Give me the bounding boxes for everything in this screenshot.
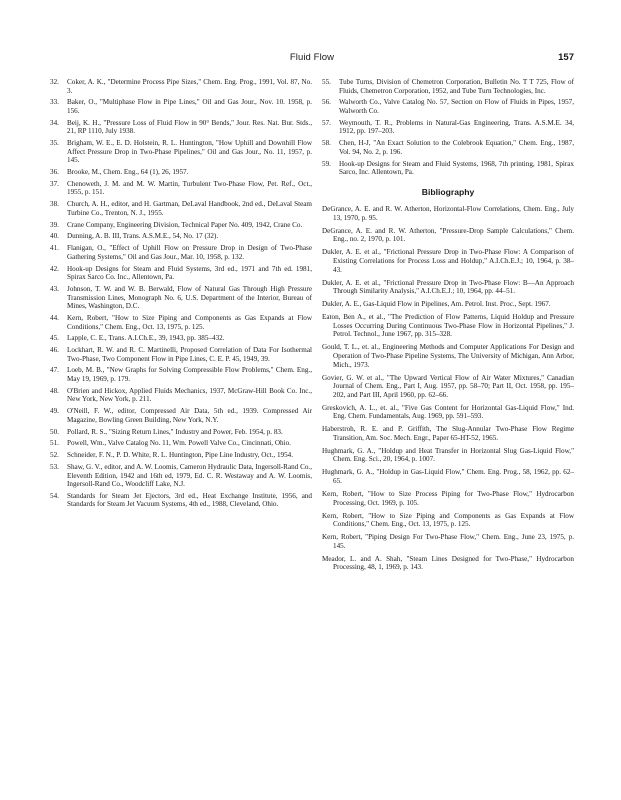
reference-item — [50, 168, 312, 177]
reference-text: Coker, A. K., "Determine Process Pipe Sizes," Chem. Eng. Prog., 1991, Vol. 87, No. 3. — [67, 78, 312, 95]
bibliography-entry: Meador, L. and A. Shah, "Steam Lines Designed for Two-Phase," Hydrocarbon Processing, 48, 1, 1969, p. 143. — [322, 554, 574, 572]
right-column — [322, 78, 574, 576]
bibliography-entry: Dukler, A. E. et al., "Frictional Pressure Drop in Two-Phase Flow: A Comparison of Existing Correlations for Process Loss and Holdup," A.I.Ch.E.J.; 10, 1964, p. 38–43. — [322, 248, 574, 274]
reference-number: 45. — [50, 334, 59, 343]
reference-item — [322, 119, 574, 136]
bibliography-entry: Kern, Robert, "Piping Design For Two-Phase Flow," Chem. Eng., June 23, 1975, p. 145. — [322, 533, 574, 550]
reference-number: 52. — [50, 451, 59, 460]
reference-number: 54. — [50, 491, 59, 500]
reference-item — [50, 387, 312, 404]
reference-number: 35. — [50, 139, 59, 148]
reference-text: Hook-up Designs for Steam and Fluid Systems, 1968, 7th printing, 1981, Spirax Sarco, Inc. Allentown, Pa. — [339, 159, 574, 177]
page-number: 157 — [558, 52, 574, 63]
reference-item — [50, 200, 312, 217]
reference-item — [50, 98, 312, 115]
reference-item — [50, 314, 312, 331]
reference-text: Johnson, T. W. and W. B. Berwald, Flow of Natural Gas Through High Pressure Transmission Lines, Monograph No. 6, U.S. Department of the Interior, Bureau of Mines, Washington, D.C. — [67, 284, 312, 311]
reference-text: Shaw, G. V., editor, and A. W. Loomis, Cameron Hydraulic Data, Ingersoll-Rand Co., Eleventh Edition, 1942 and 16th ed, 1979, Ed. C. R. Westaway and A. W. Loomis, Ingersoll-Rand Co., Woodcliff Lake, N.J. — [67, 462, 312, 489]
reference-text: Chen, H-J, "An Exact Solution to the Colebrook Equation," Chem. Eng., 1987, Vol. 94, No. 2, p. 196. — [339, 139, 574, 156]
reference-item — [50, 232, 312, 241]
bibliography-entry: Kern, Robert, "How to Size Process Piping for Two-Phase Flow," Hydrocarbon Processing, Oct. 1969, p. 105. — [322, 490, 574, 507]
reference-number: 37. — [50, 179, 59, 188]
reference-number: 36. — [50, 168, 59, 177]
reference-text: Baker, O., "Multiphase Flow in Pipe Lines," Oil and Gas Jour., Nov. 10. 1958, p. 156. — [67, 98, 312, 115]
bibliography-entry: Kern, Robert, "How to Size Piping and Components as Gas Expands at Flow Conditions," Chem. Eng., Oct. 13, 1975, p. 125. — [322, 511, 574, 529]
reference-item — [50, 334, 312, 343]
reference-item — [50, 346, 312, 363]
reference-number: 44. — [50, 313, 59, 322]
reference-number: 34. — [50, 118, 59, 127]
reference-item — [50, 439, 312, 448]
reference-item — [322, 139, 574, 156]
reference-number: 53. — [50, 462, 59, 471]
reference-item — [50, 78, 312, 95]
reference-item — [50, 463, 312, 489]
reference-item — [322, 98, 574, 115]
right-column-references — [322, 78, 574, 177]
reference-text: Chenoweth, J. M. and M. W. Martin, Turbulent Two-Phase Flow, Pet. Ref., Oct., 1955, p. 151. — [67, 179, 312, 197]
reference-number: 46. — [50, 346, 59, 355]
reference-number: 39. — [50, 220, 59, 229]
reference-text: Weymouth, T. R., Problems in Natural-Gas Engineering, Trans. A.S.M.E. 34, 1912, pp. 197–203. — [339, 118, 574, 136]
reference-number: 47. — [50, 366, 59, 375]
reference-item — [50, 244, 312, 261]
reference-item — [50, 221, 312, 230]
bibliography-entry: Eaton, Ben A., et al., "The Prediction of Flow Patterns, Liquid Holdup and Pressure Losses Occurring During Continuous Two-Phase Flow in Horizontal Pipelines," J. Petrol. Technol., June 1967, pp. 315–328. — [322, 313, 574, 339]
reference-item — [50, 492, 312, 509]
reference-number: 38. — [50, 200, 59, 209]
reference-text: Brigham, W. E., E. D. Holstein, R. L. Huntington, "How Uphill and Downhill Flow Affect Pressure Drop in Two-Phase Pipelines," Oil and Gas Jour., No. 11, 1957, p. 145. — [67, 139, 312, 165]
reference-item — [50, 119, 312, 136]
reference-item — [50, 180, 312, 197]
bibliography-entry: Govier, G. W. et al., "The Upward Vertical Flow of Air Water Mixtures," Canadian Journal of Chem. Eng., Part I, Aug. 1957, pp. 58–70; Part II, Oct. 1958, pp. 195–202, and Part III, April 1960, pp. 62–66. — [322, 373, 574, 399]
reference-text: Lockhart, R. W. and R. C. Martinelli, Proposed Correlation of Data For Isothermal Two-Phase, Two Component Flow in Pipe Lines, C. E. P. 45, 1949, 39. — [67, 346, 312, 363]
reference-number: 55. — [322, 78, 331, 86]
bibliography-entry: Greskovich, A. L., et. al., "Five Gas Content for Horizontal Gas-Liquid Flow," Ind. Eng. Chem. Fundamentals, Aug. 1969, pp. 591–593. — [322, 403, 574, 421]
reference-number: 50. — [50, 427, 59, 436]
reference-text: Schneider, F. N., P. D. White, R. L. Huntington, Pipe Line Industry, Oct., 1954. — [67, 451, 294, 460]
reference-number: 57. — [322, 118, 331, 127]
bibliography-entry: DeGrance, A. E. and R. W. Atherton, Horizontal-Flow Correlations, Chem. Eng., July 13, 1970, p. 95. — [322, 205, 574, 222]
bibliography-entry: Haberstroh, R. E. and P. Griffith, The Slug-Annular Two-Phase Flow Regime Transition, Am. Soc. Mech. Engr., Paper 65-HT-52, 1965. — [322, 425, 574, 442]
bibliography-entry: DeGrance, A. E. and R. W. Atherton, "Pressure-Drop Sample Calculations," Chem. Eng., no. 2, 1970, p. 101. — [322, 226, 574, 244]
reference-number: 40. — [50, 232, 59, 241]
reference-text: Dunning, A. B. III, Trans. A.S.M.E., 54, No. 17 (32). — [67, 232, 219, 241]
reference-item — [50, 366, 312, 383]
reference-item — [50, 451, 312, 460]
reference-text: O'Neill, F. W., editor, Compressed Air Data, 5th ed., 1939. Compressed Air Magazine, Bowling Green Building, New York, N.Y. — [67, 407, 312, 424]
reference-item — [50, 285, 312, 311]
bibliography-entry: Dukler, A. E., Gas-Liquid Flow in Pipelines, Am. Petrol. Inst. Proc., Sept. 1967. — [322, 300, 551, 309]
reference-number: 56. — [322, 98, 331, 107]
reference-number: 59. — [322, 159, 331, 168]
reference-item — [50, 407, 312, 424]
reference-text: Hook-up Designs for Steam and Fluid Systems, 3rd ed., 1971 and 7th ed. 1981, Spirax Sarco Co. Inc., Allentown, Pa. — [67, 264, 312, 282]
left-column-references — [50, 78, 312, 512]
reference-item — [50, 139, 312, 165]
reference-number: 51. — [50, 439, 59, 448]
reference-number: 42. — [50, 264, 59, 273]
reference-item — [50, 265, 312, 282]
reference-number: 43. — [50, 284, 59, 293]
bibliography-entry: Gould, T. L., et. al., Engineering Methods and Computer Applications For Design and Operation of Two-Phase Pipeline Systems, The University of Michigan, Ann Arbor, Mich., 1973. — [322, 343, 574, 369]
reference-text: Walworth Co., Valve Catalog No. 57, Section on Flow of Fluids in Pipes, 1957, Walworth Co. — [339, 98, 574, 115]
bibliography-entry: Dukler, A. E. et al., "Frictional Pressure Drop in Two-Phase Flow: B—An Approach Through Similarity Analysis," A.I.Ch.E.J.; 10, 1964, pp. 44–51. — [322, 278, 574, 296]
bibliography-entry: Hughmark, G. A., "Holdup in Gas-Liquid Flow," Chem. Eng. Prog., 58, 1962, pp. 62–65. — [322, 468, 574, 486]
reference-number: 41. — [50, 244, 59, 253]
reference-number: 33. — [50, 98, 59, 107]
bibliography-entry: Hughmark, G. A., "Holdup and Heat Transfer in Horizontal Slug Gas-Liquid Flow," Chem. Eng. Sci., 20, 1964, p. 1007. — [322, 446, 574, 464]
reference-text: Brooke, M., Chem. Eng., 64 (1), 26, 1957. — [67, 168, 189, 177]
reference-item — [322, 78, 574, 95]
reference-number: 49. — [50, 407, 59, 416]
bibliography-list — [322, 205, 574, 572]
reference-number: 48. — [50, 386, 59, 395]
reference-text: Powell, Wm., Valve Catalog No. 11, Wm. Powell Valve Co., Cincinnati, Ohio. — [67, 439, 291, 448]
reference-text: Pollard, R. S., "Sizing Return Lines," Industry and Power, Feb. 1954, p. 83. — [67, 427, 283, 436]
reference-text: Standards for Steam Jet Ejectors, 3rd ed., Heat Exchange Institute, 1956, and Standards for Steam Jet Vacuum Systems, 4th ed., 1988, Cleveland, Ohio. — [67, 491, 312, 509]
reference-number: 32. — [50, 78, 59, 86]
reference-text: O'Brien and Hickox, Applied Fluids Mechanics, 1937, McGraw-Hill Book Co. Inc., New York, New York, p. 211. — [67, 386, 312, 404]
reference-text: Kern, Robert, "How to Size Piping and Components as Gas Expands at Flow Conditions," Chem. Eng., Oct. 13, 1975, p. 125. — [67, 313, 312, 331]
reference-item — [322, 160, 574, 177]
reference-text: Beij, K. H., "Pressure Loss of Fluid Flow in 90° Bends," Jour. Res. Nat. Bur. Stds., 21, RP 1110, July 1938. — [67, 118, 312, 136]
reference-text: Loeb, M. B., "New Graphs for Solving Compressible Flow Problems," Chem. Eng., May 19, 1969, p. 179. — [67, 366, 312, 384]
page-header — [50, 52, 574, 66]
reference-text: Church, A. H., editor, and H. Gartman, DeLaval Handbook, 2nd ed., DeLaval Steam Turbine Co., Trenton, N. J., 1955. — [67, 200, 312, 217]
reference-item — [50, 428, 312, 437]
reference-number: 58. — [322, 139, 331, 148]
reference-text: Tube Turns, Division of Chemetron Corporation, Bulletin No. T T 725, Flow of Fluids, Chemetron Corporation, 1952, and Tube Turn Technologies, Inc. — [339, 78, 574, 95]
bibliography-title: Bibliography — [421, 186, 475, 197]
reference-text: Flanigan, O., "Effect of Uphill Flow on Pressure Drop in Design of Two-Phase Gathering Systems," Oil and Gas Jour., Mar. 10, 1958, p. 132. — [67, 244, 312, 261]
reference-text: Crane Company, Engineering Division, Technical Paper No. 409, 1942, Crane Co. — [67, 220, 303, 229]
running-title: Fluid Flow — [289, 52, 335, 63]
reference-text: Lapple, C. E., Trans. A.I.Ch.E., 39, 1943, pp. 385–432. — [67, 334, 225, 343]
